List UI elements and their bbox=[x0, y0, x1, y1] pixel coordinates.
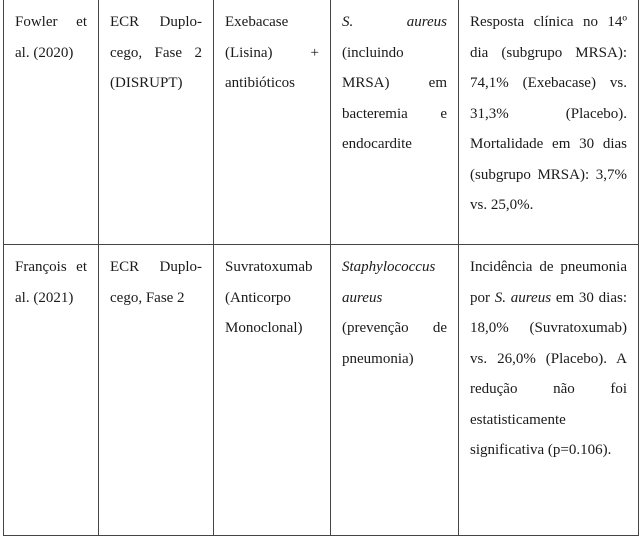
table-row bbox=[4, 0, 639, 245]
author-cell bbox=[4, 245, 99, 536]
author-text: François et al. (2021) bbox=[15, 259, 87, 306]
pathogen-text: (incluindo MRSA) em bacteremia e endocardite bbox=[342, 44, 447, 152]
design-text: ECR Duplocego, Fase 2 bbox=[110, 259, 202, 306]
outcome-cell bbox=[459, 245, 639, 536]
table-row bbox=[4, 245, 639, 536]
author-text: Fowler et al. (2020) bbox=[15, 14, 87, 61]
design-text: ECR Duplocego, Fase 2 (DISRUPT) bbox=[110, 14, 202, 91]
pathogen-italic-text: S. aureus bbox=[342, 14, 447, 30]
outcome-text: Incidência de pneumonia por bbox=[470, 259, 627, 306]
intervention-cell bbox=[214, 0, 331, 245]
design-cell bbox=[99, 245, 214, 536]
intervention-text: Exebacase (Lisina) + antibióticos bbox=[225, 14, 319, 91]
author-cell bbox=[4, 0, 99, 245]
pathogen-cell bbox=[331, 245, 459, 536]
pathogen-italic-text: Staphylococcus aureus bbox=[342, 259, 436, 306]
outcome-italic-text: S. aureus bbox=[494, 289, 552, 306]
outcome-text: Resposta clínica no 14º dia (subgrupo MRSA): 74,1% (Exebacase) vs. 31,3% (Placebo). Mortalidade em 30 dias (subgrupo MRSA): 3,7% vs. 25,0%. bbox=[470, 14, 627, 213]
outcome-text: em 30 dias: 18,0% (Suvratoxumab) vs. 26,0% (Placebo). A redução não foi estatisticamente significativa (p=0.106). bbox=[470, 289, 628, 458]
outcome-cell bbox=[459, 0, 639, 245]
pathogen-text: (prevenção de pneumonia) bbox=[342, 320, 447, 367]
studies-table bbox=[3, 0, 639, 536]
intervention-text: Suvratoxumab (Anticorpo Monoclonal) bbox=[225, 259, 313, 336]
design-cell bbox=[99, 0, 214, 245]
pathogen-cell bbox=[331, 0, 459, 245]
intervention-cell bbox=[214, 245, 331, 536]
